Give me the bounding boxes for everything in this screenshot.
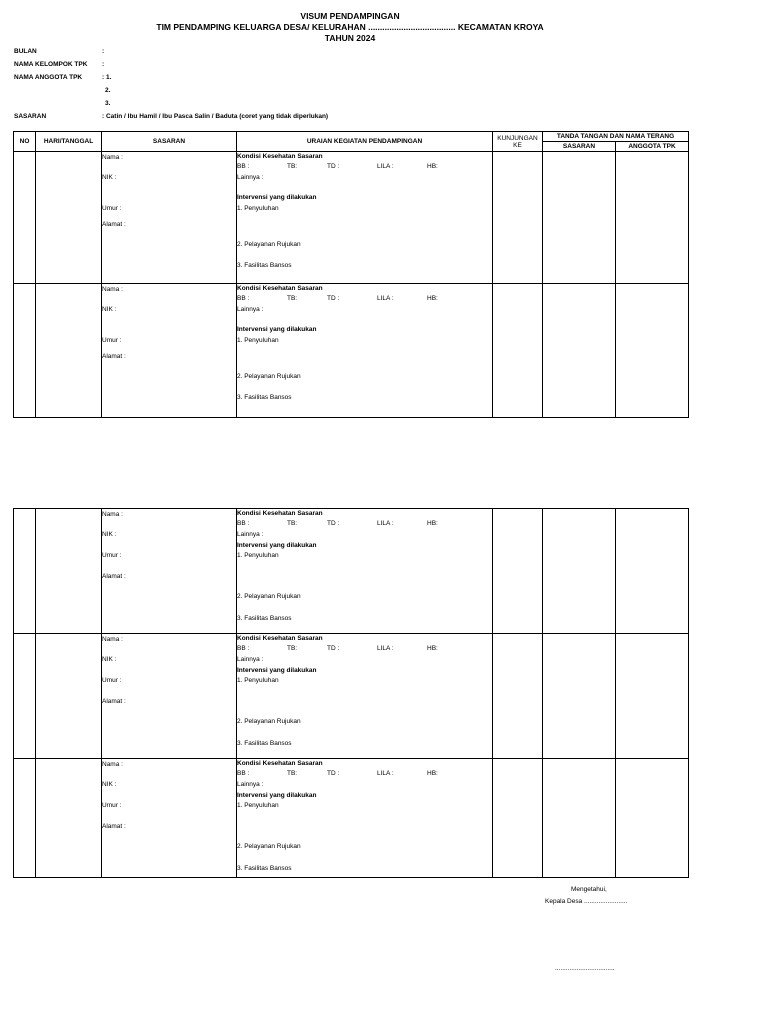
field-kelompok-value[interactable]: : [102,61,105,68]
cell-hari-tanggal[interactable] [36,509,102,634]
cell-ttd-sasaran[interactable] [543,284,616,418]
label-tb[interactable]: TB: [287,163,298,170]
label-bb[interactable]: BB : [237,770,250,777]
cell-hari-tanggal[interactable] [36,759,102,878]
label-bb[interactable]: BB : [237,645,250,652]
cell-ttd-sasaran[interactable] [543,759,616,878]
label-tb[interactable]: TB: [287,295,298,302]
signature-line[interactable]: ................................. [555,965,615,972]
cell-uraian [237,284,493,418]
label-nik[interactable]: NIK : [102,174,117,181]
cell-sasaran [102,634,237,759]
label-hb[interactable]: HB: [427,645,438,652]
label-kondisi: Kondisi Kesehatan Sasaran [237,153,323,160]
col-header-sasaran: SASARAN [102,132,237,152]
label-bb[interactable]: BB : [237,295,250,302]
cell-uraian [237,759,493,878]
label-td[interactable]: TD : [327,770,340,777]
label-bansos: 3. Fasilitas Bansos [237,865,292,872]
cell-sasaran [102,759,237,878]
cell-ttd-sasaran[interactable] [543,152,616,284]
field-sasaran [14,113,328,120]
col-header-uraian: URAIAN KEGIATAN PENDAMPINGAN [237,132,493,152]
field-sasaran-value: : Catin / Ibu Hamil / Ibu Pasca Salin / Baduta (coret yang tidak diperlukan) [102,113,329,120]
cell-uraian [237,152,493,284]
label-nik[interactable]: NIK : [102,656,117,663]
label-alamat[interactable]: Alamat : [102,353,126,360]
label-nik[interactable]: NIK : [102,531,117,538]
label-hb[interactable]: HB: [427,295,438,302]
label-alamat[interactable]: Alamat : [102,573,126,580]
field-sasaran-label: SASARAN [14,113,47,120]
document-title: VISUM PENDAMPINGAN [300,11,400,21]
label-td[interactable]: TD : [327,295,340,302]
label-lainnya: Lainnya : [237,781,264,788]
field-kelompok-label: NAMA KELOMPOK TPK [14,61,88,68]
label-intervensi: Intervensi yang dilakukan [237,792,317,799]
cell-hari-tanggal[interactable] [36,152,102,284]
label-bansos: 3. Fasilitas Bansos [237,262,292,269]
field-anggota-1[interactable]: : 1. [102,74,112,81]
label-intervensi: Intervensi yang dilakukan [237,667,317,674]
cell-kunjungan[interactable] [493,509,543,634]
label-nik[interactable]: NIK : [102,306,117,313]
field-bulan [14,48,104,55]
field-kelompok [14,61,104,68]
label-penyuluhan: 1. Penyuluhan [237,205,279,212]
cell-sasaran [102,509,237,634]
label-lainnya: Lainnya : [237,656,264,663]
label-nama[interactable]: Nama : [102,286,123,293]
label-intervensi: Intervensi yang dilakukan [237,326,317,333]
field-bulan-value[interactable]: : [102,48,105,55]
label-lainnya: Lainnya : [237,306,264,313]
cell-ttd-anggota[interactable] [616,759,689,878]
cell-sasaran [102,152,237,284]
cell-no[interactable] [14,634,36,759]
label-kondisi: Kondisi Kesehatan Sasaran [237,760,323,767]
field-anggota-2[interactable]: 2. [105,87,111,94]
cell-kunjungan[interactable] [493,759,543,878]
label-rujukan: 2. Pelayanan Rujukan [237,843,301,850]
label-alamat[interactable]: Alamat : [102,823,126,830]
col-header-no: NO [14,132,36,152]
label-lila[interactable]: LILA : [377,645,394,652]
label-intervensi: Intervensi yang dilakukan [237,194,317,201]
visit-table-1 [13,131,689,418]
label-alamat[interactable]: Alamat : [102,221,126,228]
cell-ttd-sasaran[interactable] [543,509,616,634]
visit-table-2 [13,508,689,878]
label-lila[interactable]: LILA : [377,520,394,527]
label-rujukan: 2. Pelayanan Rujukan [237,593,301,600]
kepala-desa-label: Kepala Desa ........................ [545,898,628,905]
cell-hari-tanggal[interactable] [36,634,102,759]
label-umur[interactable]: Umur : [102,552,122,559]
mengetahui-label: Mengetahui, [571,886,607,893]
cell-no[interactable] [14,284,36,418]
table-row [14,634,689,759]
label-umur[interactable]: Umur : [102,677,122,684]
cell-no[interactable] [14,759,36,878]
cell-ttd-anggota[interactable] [616,152,689,284]
label-kondisi: Kondisi Kesehatan Sasaran [237,285,323,292]
label-hb[interactable]: HB: [427,163,438,170]
label-tb[interactable]: TB: [287,645,298,652]
label-td[interactable]: TD : [327,645,340,652]
cell-ttd-anggota[interactable] [616,284,689,418]
label-td[interactable]: TD : [327,520,340,527]
cell-uraian [237,634,493,759]
field-bulan-label: BULAN [14,48,37,55]
cell-kunjungan[interactable] [493,152,543,284]
field-anggota-label: NAMA ANGGOTA TPK [14,74,83,81]
label-nama[interactable]: Nama : [102,761,123,768]
col-header-ttd-sasaran: SASARAN [543,142,616,152]
label-bansos: 3. Fasilitas Bansos [237,615,292,622]
label-bansos: 3. Fasilitas Bansos [237,394,292,401]
label-nama[interactable]: Nama : [102,154,123,161]
cell-kunjungan[interactable] [493,284,543,418]
label-alamat[interactable]: Alamat : [102,698,126,705]
label-umur[interactable]: Umur : [102,802,122,809]
document-subtitle: TIM PENDAMPING KELUARGA DESA/ KELURAHAN ..................................... KECAMATAN KROYA [156,22,544,32]
label-kondisi: Kondisi Kesehatan Sasaran [237,635,323,642]
label-tb[interactable]: TB: [287,770,298,777]
col-header-kunjungan: KUNJUNGAN KE [493,132,543,152]
cell-no[interactable] [14,509,36,634]
label-intervensi: Intervensi yang dilakukan [237,542,317,549]
label-lainnya: Lainnya : [237,531,264,538]
label-bansos: 3. Fasilitas Bansos [237,740,292,747]
col-header-ttd-anggota: ANGGOTA TPK [616,142,689,152]
label-bb[interactable]: BB : [237,163,250,170]
cell-ttd-anggota[interactable] [616,509,689,634]
cell-sasaran [102,284,237,418]
cell-no[interactable] [14,152,36,284]
table-row [14,759,689,878]
label-umur[interactable]: Umur : [102,205,122,212]
label-rujukan: 2. Pelayanan Rujukan [237,373,301,380]
label-hb[interactable]: HB: [427,520,438,527]
cell-ttd-anggota[interactable] [616,634,689,759]
label-rujukan: 2. Pelayanan Rujukan [237,718,301,725]
field-anggota [14,74,111,81]
table-row [14,152,689,284]
cell-kunjungan[interactable] [493,634,543,759]
label-penyuluhan: 1. Penyuluhan [237,677,279,684]
label-nama[interactable]: Nama : [102,511,123,518]
label-tb[interactable]: TB: [287,520,298,527]
label-nik[interactable]: NIK : [102,781,117,788]
label-kondisi: Kondisi Kesehatan Sasaran [237,510,323,517]
label-nama[interactable]: Nama : [102,636,123,643]
label-td[interactable]: TD : [327,163,340,170]
label-penyuluhan: 1. Penyuluhan [237,552,279,559]
label-lainnya: Lainnya : [237,174,264,181]
label-penyuluhan: 1. Penyuluhan [237,337,279,344]
label-hb[interactable]: HB: [427,770,438,777]
cell-ttd-sasaran[interactable] [543,634,616,759]
label-lila[interactable]: LILA : [377,163,394,170]
field-anggota-3[interactable]: 3. [105,100,111,107]
label-umur[interactable]: Umur : [102,337,122,344]
label-penyuluhan: 1. Penyuluhan [237,802,279,809]
document-year: TAHUN 2024 [324,33,376,43]
col-header-hari: HARI/TANGGAL [36,132,102,152]
table-row [14,509,689,634]
label-bb[interactable]: BB : [237,520,250,527]
cell-uraian [237,509,493,634]
label-lila[interactable]: LILA : [377,295,394,302]
table-row [14,284,689,418]
label-lila[interactable]: LILA : [377,770,394,777]
label-rujukan: 2. Pelayanan Rujukan [237,241,301,248]
col-header-ttd: TANDA TANGAN DAN NAMA TERANG [543,132,689,142]
cell-hari-tanggal[interactable] [36,284,102,418]
